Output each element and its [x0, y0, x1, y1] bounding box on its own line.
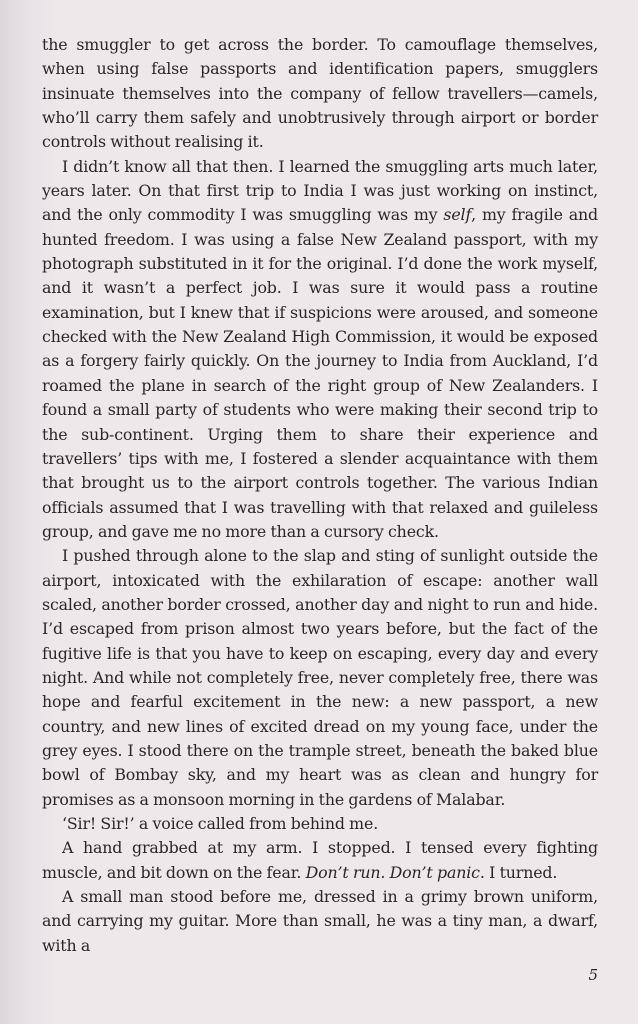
paragraph	[42, 812, 598, 836]
text-run: the smuggler to get across the border. To camouflage themselves, when using false passports and identification papers, smugglers insinuate themselves into the company of fellow travellers—camels, who’ll carry them safely and unobtrusively through airport or border controls without realising it.	[42, 35, 598, 152]
text-run: , my fragile and hunted freedom. I was using a false New Zealand passport, with my photograph substituted in it for the original. I’d done the work myself, and it wasn’t a perfect job. I was sure it would pass a routine examination, but I knew that if suspicions were aroused, and someone checked with the New Zealand High Commission, it would be exposed as a forgery fairly quickly. On the journey to India from Auckland, I’d roamed the plane in search of the right group of New Zealanders. I found a small party of students who were making their second trip to the sub-continent. Urging them to share their experience and travellers’ tips with me, I fostered a slender acquaintance with them that brought us to the airport controls together. The various Indian officials assumed that I was travelling with that relaxed and guileless group, and gave me no more than a cursory check.	[42, 205, 598, 541]
text-run: A hand grabbed at my arm. I stopped. I tensed every fighting muscle, and bit down on the fear.	[42, 838, 598, 882]
text-run: I turned.	[484, 862, 558, 882]
paragraph	[42, 155, 598, 545]
paragraph	[42, 544, 598, 812]
text-run: I didn’t know all that then. I learned the smuggling arts much later, years later. On that first trip to India I was just working on instinct, and the only commodity I was smuggling was my	[42, 156, 598, 225]
paragraph	[42, 836, 598, 885]
text-run: I pushed through alone to the slap and sting of sunlight outside the airport, intoxicated with the exhilaration of escape: another wall scaled, another border crossed, another day and night to run and hide. I’d escaped from prison almost two years before, but the fact of the fugitive life is that you have to keep on escaping, every day and every night. And while not completely free, never completely free, there was hope and fearful excitement in the new: a new passport, a new country, and new lines of excited dread on my young face, under the grey eyes. I stood there on the trample street, beneath the baked blue bowl of Bombay sky, and my heart was as clean and hungry for promises as a monsoon morning in the gardens of Malabar.	[42, 546, 598, 809]
italic-text: Don’t run. Don’t panic.	[305, 862, 485, 882]
italic-text: self	[443, 205, 472, 225]
text-run: ‘Sir! Sir!’ a voice called from behind me.	[62, 814, 379, 833]
text-run: A small man stood before me, dressed in a grimy brown uniform, and carrying my guitar. More than small, he was a tiny man, a dwarf, with a	[42, 887, 598, 955]
body-text	[42, 33, 598, 958]
paragraph	[42, 33, 598, 155]
page-number: 5	[588, 966, 598, 984]
paragraph	[42, 885, 598, 958]
